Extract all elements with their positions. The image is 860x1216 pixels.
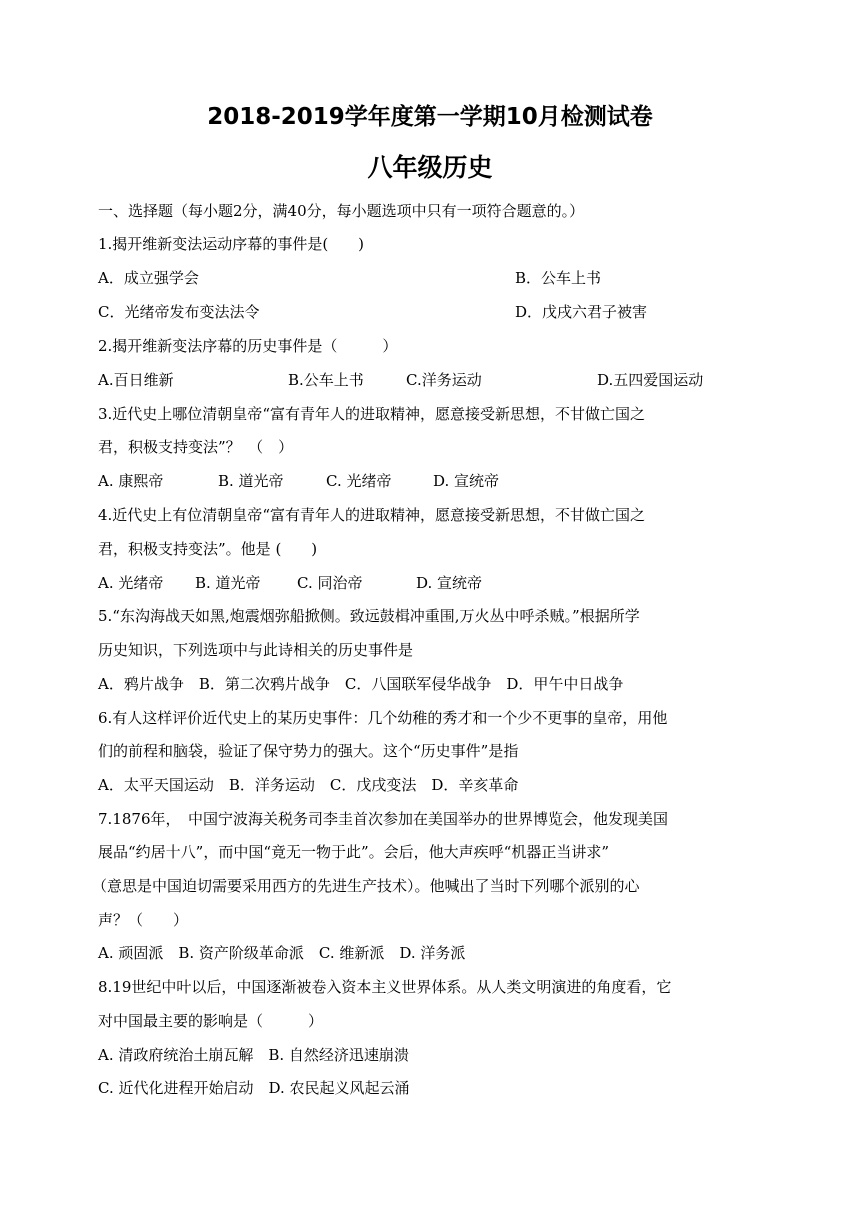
question-4-option-c: C. 同治帝 [297,574,363,592]
question-7-stem-line-4: 声？（ ） [98,911,189,929]
question-1-option-a: A．成立强学会 [98,269,199,287]
question-5-options: A．鸦片战争 B．第二次鸦片战争 C．八国联军侵华战争 D．甲午中日战争 [98,675,624,693]
question-8-stem-line-1: 8.19世纪中叶以后，中国逐渐被卷入资本主义世界体系。从人类文明演进的角度看，它 [98,978,672,996]
question-4-option-b: B. 道光帝 [195,574,261,592]
question-4-stem-line-1: 4.近代史上有位清朝皇帝“富有青年人的进取精神，愿意接受新思想，不甘做亡国之 [98,506,645,524]
question-8-options-line-2: C. 近代化进程开始启动 D. 农民起义风起云涌 [98,1079,410,1097]
question-8-stem-line-2: 对中国最主要的影响是（ ） [98,1012,324,1030]
question-1-option-d: D．戊戌六君子被害 [515,303,648,321]
question-7-stem-line-1: 7.1876年， 中国宁波海关税务司李圭首次参加在美国举办的世界博览会，他发现美国 [98,810,668,828]
question-6-stem-line-1: 6.有人这样评价近代史上的某历史事件：几个幼稚的秀才和一个少不更事的皇帝，用他 [98,709,668,727]
question-7-stem-line-3: （意思是中国迫切需要采用西方的先进生产技术）。他喊出了当时下列哪个派别的心 [92,877,640,895]
question-4-stem-line-2: 君，积极支持变法”。他是 ( ) [98,540,318,558]
question-1-stem: 1.揭开维新变法运动序幕的事件是( ) [98,235,365,253]
question-7-options: A. 顽固派 B. 资产阶级革命派 C. 维新派 D. 洋务派 [98,944,466,962]
section-heading: 一、选择题（每小题2分，满40分，每小题选项中只有一项符合题意的。） [98,202,585,220]
exam-title: 2018-2019学年度第一学期10月检测试卷 [207,104,653,130]
question-2-option-a: A.百日维新 [98,371,174,389]
question-4-option-d: D. 宣统帝 [416,574,483,592]
question-6-stem-line-2: 们的前程和脑袋，验证了保守势力的强大。这个“历史事件”是指 [98,742,519,760]
exam-subtitle: 八年级历史 [367,153,493,182]
question-5-stem-line-2: 历史知识，下列选项中与此诗相关的历史事件是 [98,641,414,659]
question-3-option-a: A. 康熙帝 [98,472,164,490]
question-2-option-b: B.公车上书 [288,371,364,389]
question-4-option-a: A. 光绪帝 [98,574,164,592]
question-3-option-d: D. 宣统帝 [433,472,500,490]
question-3-stem-line-2: 君，积极支持变法”？ （ ） [98,438,294,456]
question-3-option-c: C. 光绪帝 [326,472,392,490]
question-1-option-b: B．公车上书 [515,269,602,287]
question-2-option-d: D.五四爱国运动 [597,371,704,389]
question-3-option-b: B. 道光帝 [218,472,284,490]
question-7-stem-line-2: 展品“约居十八”，而中国“竟无一物于此”。会后，他大声疾呼“机器正当讲求” [98,843,610,861]
question-1-option-c: C．光绪帝发布变法法令 [98,303,260,321]
question-5-stem-line-1: 5.“东沟海战天如黑,炮震烟弥船掀侧。致远鼓楫冲重围,万火丛中呼杀贼。”根据所学 [98,607,640,625]
question-6-options: A．太平天国运动 B．洋务运动 C．戊戌变法 D．辛亥革命 [98,776,519,794]
question-3-stem-line-1: 3.近代史上哪位清朝皇帝“富有青年人的进取精神，愿意接受新思想，不甘做亡国之 [98,405,645,423]
question-2-stem: 2.揭开维新变法序幕的历史事件是（ ） [98,337,398,355]
question-8-options-line-1: A. 清政府统治土崩瓦解 B. 自然经济迅速崩溃 [98,1046,409,1064]
question-2-option-c: C.洋务运动 [406,371,482,389]
